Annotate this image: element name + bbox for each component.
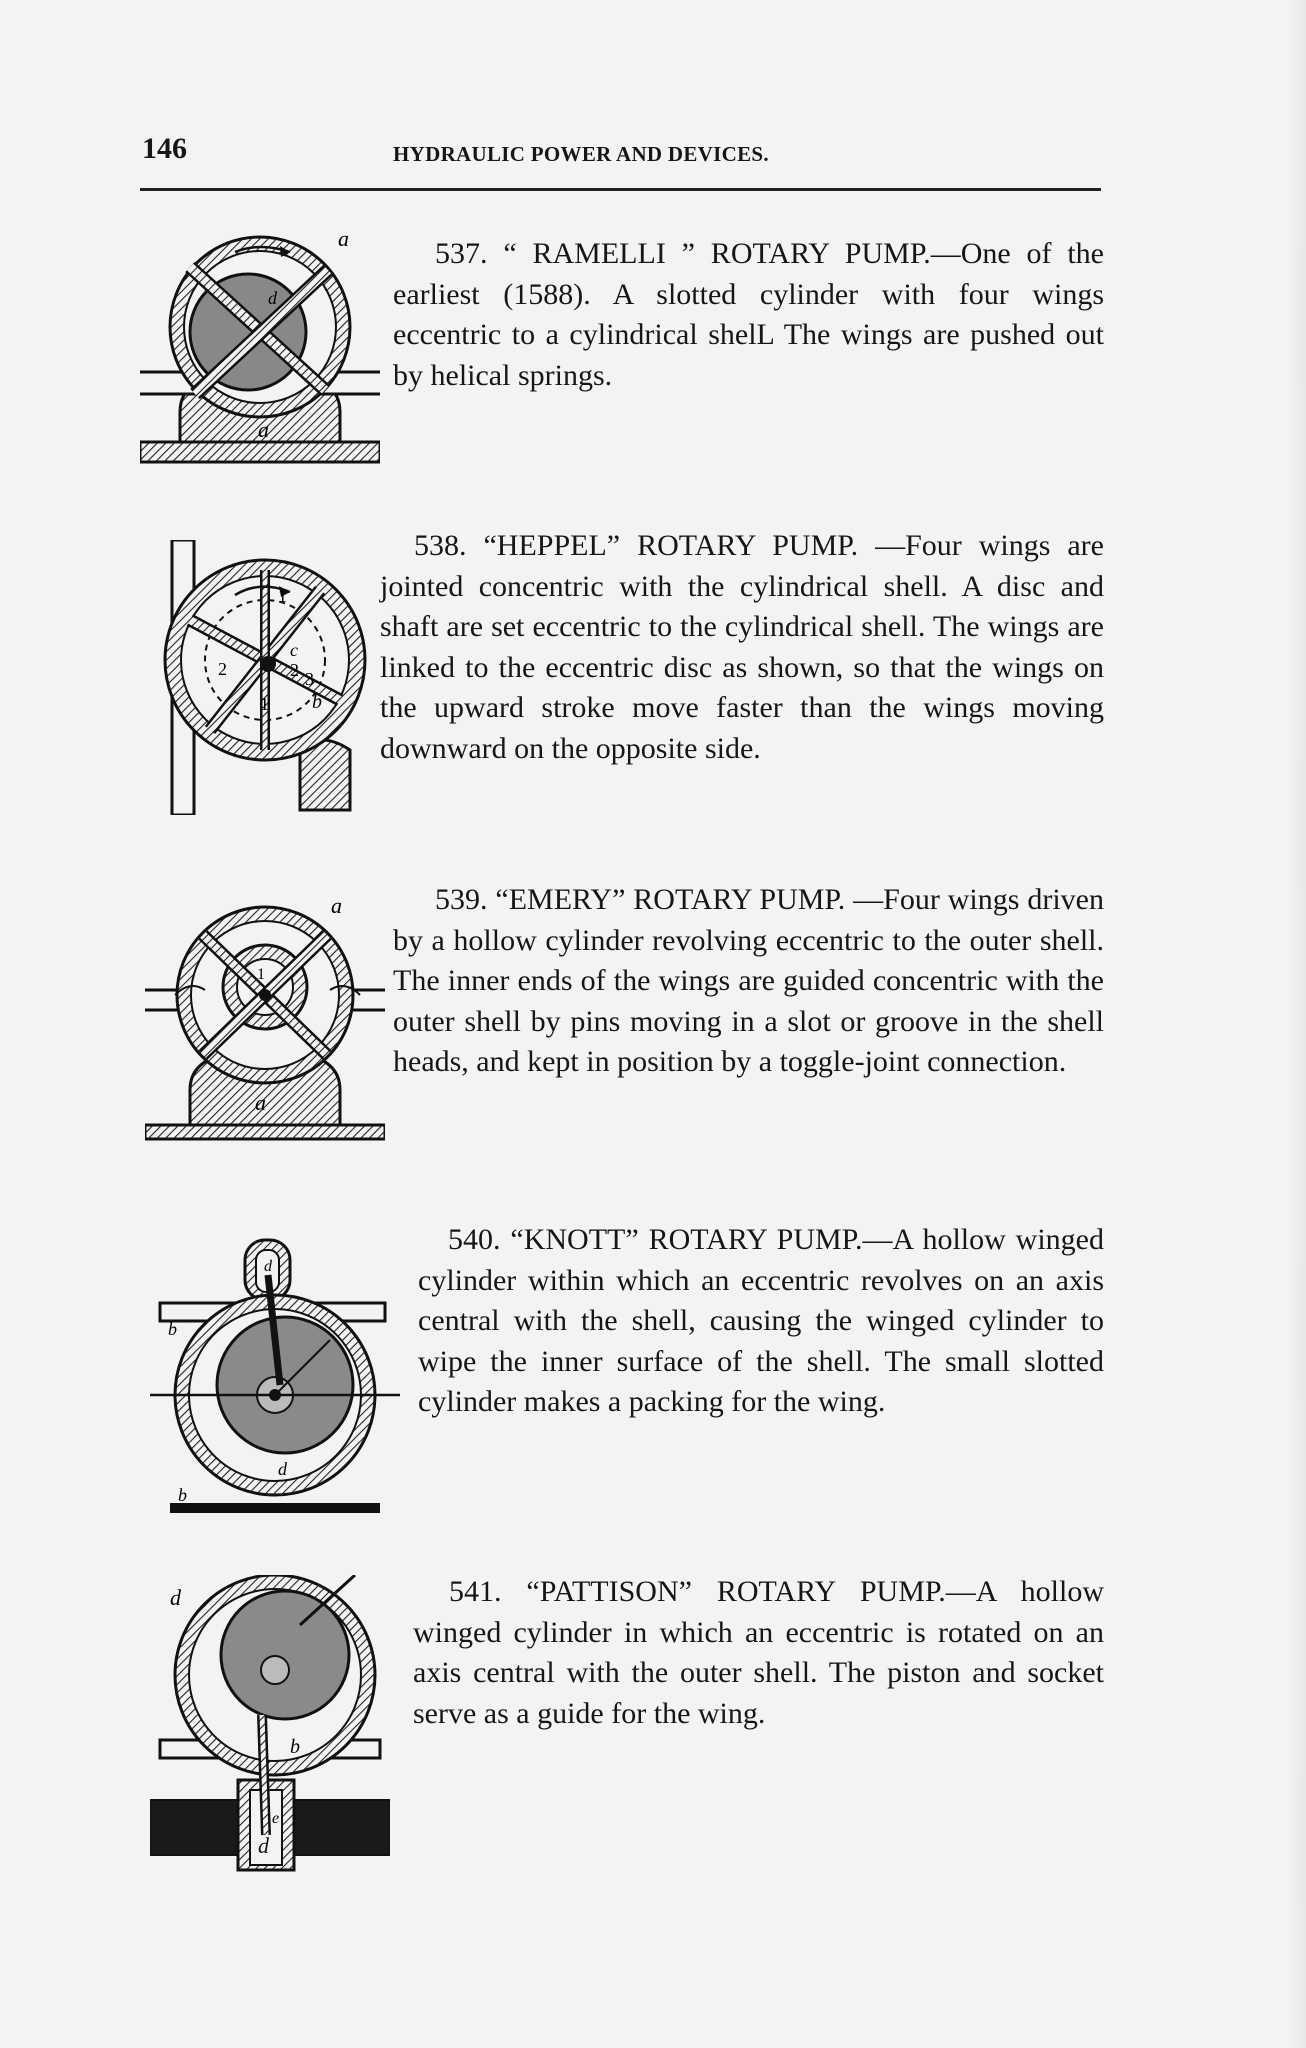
section-body: —A hollow winged cylinder within which an eccentric revolves on an axis central with the shell, causing the winged cylinder to wipe the inner surface of the shell. The small slotted cylinder makes a packing for the wing. [418, 1223, 1104, 1418]
page-edge-shadow [1288, 0, 1306, 2048]
figure-label: a [255, 1090, 266, 1115]
page-header-title: HYDRAULIC POWER AND DEVICES. [393, 142, 769, 166]
section-heading: 539. “EMERY” ROTARY PUMP. [435, 883, 846, 916]
figure-label: d [264, 1258, 272, 1275]
figure-label: d [268, 288, 277, 308]
figure-label: b [290, 1736, 300, 1758]
section-heading: 537. “ RAMELLI ” ROTARY PUMP. [435, 237, 931, 270]
figure-label: d [170, 1585, 181, 1610]
pattison-pump-figure [150, 1575, 390, 1875]
emery-pump-drawing [145, 895, 385, 1145]
section-body: —Four wings are jointed concentric with the cylindrical shell. A disc and shaft are set eccentric to the cylindrical shell. The wings are linked to the eccentric disc as shown, so that the wings on the upward stroke move faster than the wings moving downward on the opposite side. [380, 529, 1104, 765]
figure-label: b [312, 691, 322, 713]
heppel-pump-drawing [150, 540, 372, 815]
figure-label: 1 [260, 694, 269, 714]
figure-label: a [338, 226, 349, 251]
section-body: —A hollow winged cylinder in which an eccentric is rotated on an axis central with the outer shell. The piston and socket serve as a guide for the wing. [413, 1575, 1104, 1730]
knott-pump-figure [150, 1235, 400, 1525]
emery-pump-figure [145, 895, 385, 1145]
section-text [393, 234, 1104, 396]
figure-label: c [290, 640, 298, 660]
section-text [393, 880, 1104, 1083]
section-body: —One of the earliest (1588). A slotted cylinder with four wings eccentric to a cylindrical shelL The wings are pushed out by helical springs. [393, 237, 1105, 392]
figure-label: e [272, 1810, 280, 1827]
figure-label: d [278, 1459, 287, 1479]
figure-label: d [258, 1833, 269, 1858]
pattison-pump-drawing [150, 1575, 390, 1875]
figure-label: a [331, 895, 342, 918]
figure-label: 2 [218, 659, 227, 679]
section-heading: 538. “HEPPEL” ROTARY PUMP. [414, 529, 859, 562]
figure-label: 1 [257, 966, 265, 983]
section-text [413, 1572, 1104, 1734]
section-text [418, 1220, 1104, 1423]
figure-label: b [168, 1319, 177, 1339]
ramelli-pump-drawing [140, 222, 380, 474]
page-number: 146 [142, 132, 187, 165]
ramelli-pump-figure [140, 222, 380, 474]
figure-label: a [258, 417, 269, 442]
figure-label: 3 [305, 669, 314, 689]
heppel-pump-figure [150, 540, 372, 815]
figure-label: 2 [290, 660, 299, 680]
figure-label: b [178, 1485, 187, 1505]
section-body: —Four wings driven by a hollow cylinder revolving eccentric to the outer shell. The inner ends of the wings are guided concentric with the outer shell by pins moving in a slot or groove in the shell heads, and kept in position by a toggle-joint connection. [393, 883, 1104, 1078]
section-heading: 540. “KNOTT” ROTARY PUMP. [448, 1223, 863, 1256]
knott-pump-drawing [150, 1235, 400, 1525]
figure-label: 1 [278, 586, 287, 606]
header-rule [140, 188, 1101, 191]
section-text [380, 526, 1104, 769]
section-heading: 541. “PATTISON” ROTARY PUMP. [449, 1575, 946, 1608]
